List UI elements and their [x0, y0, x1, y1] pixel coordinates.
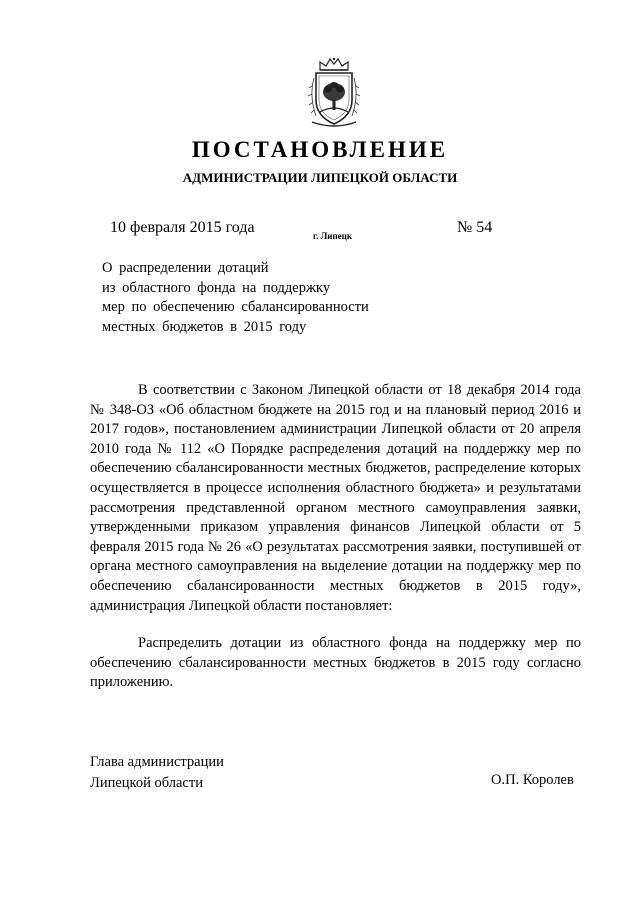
document-title: ПОСТАНОВЛЕНИЕ [191, 137, 449, 162]
subject-line: мер по обеспечению сбалансированности [102, 299, 369, 316]
issuing-authority: АДМИНИСТРАЦИИ ЛИПЕЦКОЙ ОБЛАСТИ [182, 170, 458, 185]
subject-line: местных бюджетов в 2015 году [102, 318, 307, 335]
document-subject [102, 259, 422, 337]
coat-of-arms-emblem [306, 56, 362, 130]
subject-line: из областного фонда на поддержку [102, 279, 331, 296]
document-date: 10 февраля 2015 года [110, 219, 255, 236]
document-city: г. Липецк [313, 231, 353, 241]
signatory-position [90, 752, 224, 794]
resolution-paragraph: Распределить дотации из областного фонда на поддержку мер по обеспечению сбалансированности местных бюджетов в 2015 году согласно приложению. [90, 635, 581, 691]
subject-line: О распределении дотаций [102, 260, 269, 276]
signatory-position-line: Глава администрации [90, 754, 224, 770]
signatory-position-line: Липецкой области [90, 775, 203, 791]
signatory-name: О.П. Королев [491, 772, 574, 788]
preamble-paragraph: В соответствии с Законом Липецкой области от 18 декабря 2014 года № 348-ОЗ «Об областном бюджете на 2015 год и на плановый период 2016 и 2017 годов», постановлением администрации Липецкой области от 20 апреля 2010 года № 112 «О Порядке распределения дотаций на поддержку мер по обеспечению сбалансированности местных бюджетов, распределение которых осуществляется в процессе исполнения областного бюджета» и результатами рассмотрения представленной органом местного самоуправления заявки, утвержденными приказом управления финансов Липецкой области от 5 февраля 2015 года № 26 «О результатах рассмотрения заявки, поступившей от органа местного самоуправления на выделение дотации на поддержку мер по обеспечению сбалансированности местных бюджетов в 2015 году», администрация Липецкой области постановляет: [90, 382, 581, 614]
document-number: № 54 [457, 219, 493, 236]
